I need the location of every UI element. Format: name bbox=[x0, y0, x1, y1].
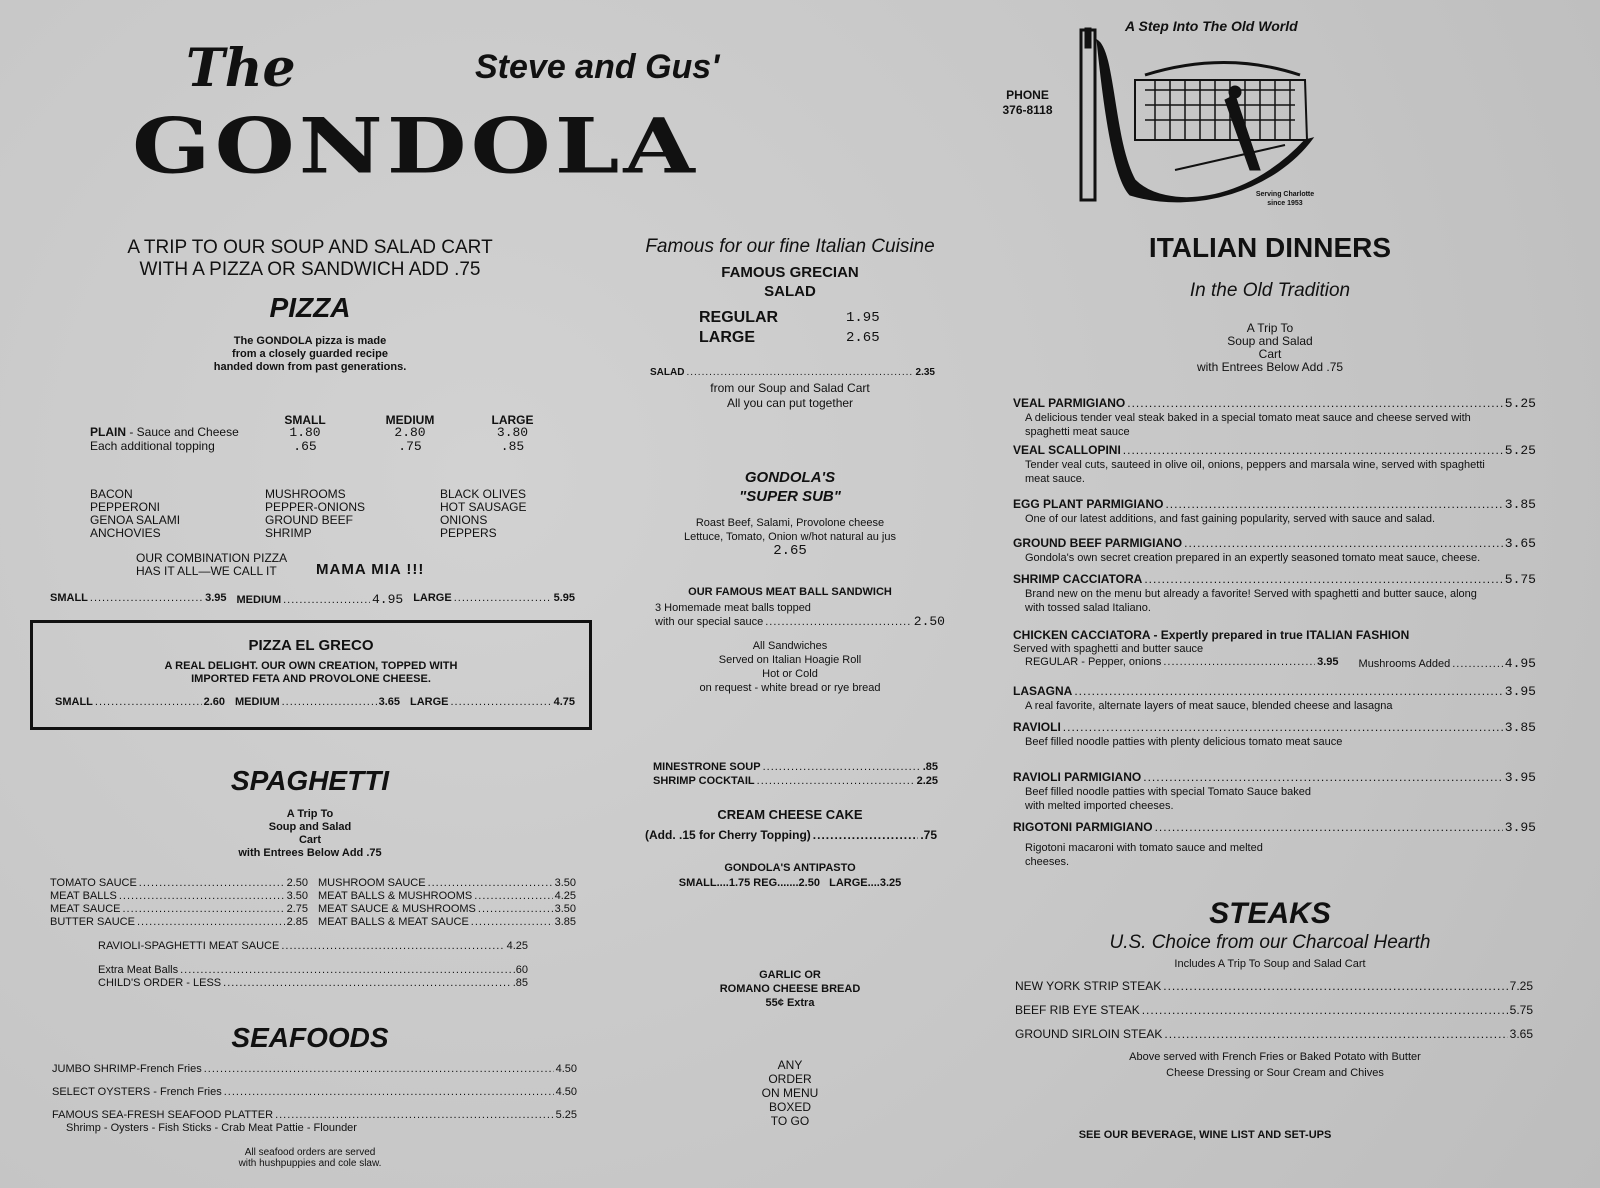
topping-item: ONIONS bbox=[440, 513, 488, 527]
steak-item bbox=[1015, 1003, 1533, 1027]
chicken-desc: Served with spaghetti and butter sauce bbox=[1013, 643, 1204, 655]
item-price: 7.25 bbox=[1509, 979, 1533, 993]
sandwich-notes bbox=[640, 639, 940, 695]
item-price: 4.50 bbox=[555, 1063, 577, 1075]
spaghetti-item bbox=[318, 916, 576, 929]
topping-item: PEPPERS bbox=[440, 526, 497, 540]
pizza-el-greco-box bbox=[30, 620, 592, 730]
spaghetti-item bbox=[50, 916, 308, 929]
sub-title-2: "SUPER SUB" bbox=[739, 488, 841, 505]
sub-title-1: GONDOLA'S bbox=[744, 469, 836, 486]
beverage-footer: SEE OUR BEVERAGE, WINE LIST AND SET-UPS bbox=[1078, 1129, 1332, 1141]
plain-desc: - Sauce and Cheese bbox=[126, 425, 239, 439]
item-name: RIGOTONI PARMIGIANO bbox=[1013, 820, 1153, 834]
serving-line-1: Serving Charlotte bbox=[1255, 191, 1315, 198]
spaghetti-item bbox=[50, 890, 308, 903]
topping-price-large: .85 bbox=[500, 439, 525, 454]
antipasto-title: GONDOLA'S ANTIPASTO bbox=[724, 862, 856, 874]
chicken-regular-price: 3.95 bbox=[1317, 656, 1339, 668]
item-desc: Gondola's own secret creation prepared in an expertly seasoned tomato meat sauce, cheese. bbox=[1025, 552, 1481, 564]
dinners-list bbox=[1013, 396, 1536, 870]
item-price: .85 bbox=[922, 761, 938, 773]
spaghetti-item bbox=[318, 890, 576, 903]
item-name: MUSHROOM SAUCE bbox=[318, 877, 426, 889]
greco-medium-price: 3.65 bbox=[378, 696, 400, 708]
steaks-note-2: Cheese Dressing or Sour Cream and Chives bbox=[1166, 1067, 1384, 1079]
cart-note bbox=[60, 237, 560, 281]
item-name: BUTTER SAUCE bbox=[50, 916, 135, 928]
item-price: 3.85 bbox=[1504, 497, 1536, 512]
item-price: 2.50 bbox=[286, 877, 308, 889]
pizza-desc-line-2: from a closely guarded recipe bbox=[232, 348, 388, 360]
dinner-item bbox=[1013, 396, 1536, 443]
item-name: MEAT SAUCE & MUSHROOMS bbox=[318, 903, 476, 915]
cheese-cake-row bbox=[645, 828, 937, 842]
item-price: .85 bbox=[512, 977, 528, 989]
greco-small-price: 2.60 bbox=[203, 696, 225, 708]
gondola-illustration bbox=[1075, 20, 1335, 215]
item-desc: Beef filled noodle patties with plenty delicious tomato meat sauce bbox=[1025, 736, 1343, 748]
seafood-note-1: All seafood orders are served bbox=[244, 1147, 376, 1158]
cheese-cake-title: CREAM CHEESE CAKE bbox=[717, 807, 863, 822]
item-name: MEAT BALLS bbox=[50, 890, 117, 902]
platter-description: Shrimp - Oysters - Fish Sticks - Crab Meat Pattie - Flounder bbox=[66, 1122, 357, 1134]
item-price: 5.25 bbox=[1504, 443, 1536, 458]
spaghetti-note-4: with Entrees Below Add .75 bbox=[238, 847, 382, 859]
large-price: 2.65 bbox=[846, 330, 880, 346]
topping-price-medium: .75 bbox=[398, 439, 422, 454]
plain-price-large: 3.80 bbox=[496, 425, 529, 440]
item-name: MINESTRONE SOUP bbox=[653, 761, 761, 773]
old-tradition-subtitle: In the Old Tradition bbox=[1189, 280, 1351, 301]
item-name: GROUND BEEF PARMIGIANO bbox=[1013, 536, 1183, 550]
sandwich-note-2: Served on Italian Hoagie Roll bbox=[718, 654, 862, 666]
title-the: The bbox=[186, 38, 296, 99]
size-large-header: LARGE bbox=[491, 413, 534, 427]
steak-item bbox=[1015, 979, 1533, 1003]
item-price: 5.25 bbox=[555, 1109, 577, 1121]
to-go-line: BOXED bbox=[768, 1100, 811, 1114]
item-name: SHRIMP CACCIATORA bbox=[1013, 572, 1143, 586]
el-greco-title: PIZZA EL GRECO bbox=[248, 637, 374, 654]
serving-line-2: since 1953 bbox=[1267, 200, 1303, 207]
item-price: .60 bbox=[512, 964, 528, 976]
item-price: 4.50 bbox=[555, 1086, 577, 1098]
item-name: FAMOUS SEA-FRESH SEAFOOD PLATTER bbox=[52, 1109, 274, 1121]
combo-small-price: 3.95 bbox=[205, 592, 227, 604]
item-name: Extra Meat Balls bbox=[98, 964, 179, 976]
regular-price: 1.95 bbox=[846, 310, 880, 326]
item-name: JUMBO SHRIMP-French Fries bbox=[52, 1063, 202, 1075]
chicken-title: CHICKEN CACCIATORA - Expertly prepared in true ITALIAN FASHION bbox=[1013, 628, 1410, 642]
greco-large-price: 4.75 bbox=[553, 696, 575, 708]
pizza-desc-line-1: The GONDOLA pizza is made bbox=[233, 335, 387, 347]
item-name: BEEF RIB EYE STEAK bbox=[1015, 1003, 1140, 1017]
toppings-list bbox=[90, 488, 590, 540]
salad-desc-1: from our Soup and Salad Cart bbox=[710, 381, 870, 395]
combo-large-label: LARGE bbox=[413, 592, 452, 604]
item-price: 2.75 bbox=[286, 903, 308, 915]
item-price: 3.95 bbox=[1504, 684, 1536, 699]
spaghetti-column-2 bbox=[318, 877, 576, 929]
plain-pizza-row bbox=[90, 425, 239, 439]
seafoods-list bbox=[52, 1063, 577, 1134]
phone-number: 376-8118 bbox=[1002, 103, 1053, 117]
steaks-subtitle: U.S. Choice from our Charcoal Hearth bbox=[1109, 932, 1431, 953]
pizza-description bbox=[160, 335, 460, 374]
item-name: VEAL SCALLOPINI bbox=[1013, 443, 1121, 457]
phone-label: PHONE bbox=[1006, 88, 1049, 102]
dinner-item bbox=[1013, 820, 1536, 870]
ravioli-spaghetti-row bbox=[98, 940, 528, 952]
seafood-item bbox=[52, 1086, 577, 1109]
cheese-bread bbox=[640, 968, 940, 1010]
dinners-note-3: Cart bbox=[1258, 347, 1282, 361]
phone-block bbox=[990, 88, 1065, 118]
steak-item bbox=[1015, 1027, 1533, 1051]
topping-item: HOT SAUSAGE bbox=[440, 500, 527, 514]
cart-note-line-2: WITH A PIZZA OR SANDWICH ADD .75 bbox=[139, 259, 481, 280]
item-name: VEAL PARMIGIANO bbox=[1013, 396, 1126, 410]
item-name: NEW YORK STRIP STEAK bbox=[1015, 979, 1162, 993]
greco-large-label: LARGE bbox=[410, 696, 449, 708]
combination-pizza-note bbox=[136, 552, 287, 578]
steaks-note bbox=[1070, 1049, 1480, 1081]
el-greco-desc-2: IMPORTED FETA AND PROVOLONE CHEESE. bbox=[191, 673, 431, 685]
item-name: SHRIMP COCKTAIL bbox=[653, 775, 755, 787]
super-sub-desc bbox=[640, 516, 940, 558]
super-sub-title bbox=[640, 468, 940, 506]
dinners-note-1: A Trip To bbox=[1246, 321, 1294, 335]
sandwich-note-1: All Sandwiches bbox=[752, 640, 828, 652]
item-price: 3.85 bbox=[1504, 720, 1536, 735]
topping-item: PEPPERONI bbox=[90, 500, 161, 514]
item-price: 5.25 bbox=[1504, 396, 1536, 411]
item-price: 3.95 bbox=[1504, 770, 1536, 785]
plain-price-small: 1.80 bbox=[289, 425, 321, 440]
dinner-item bbox=[1013, 684, 1536, 720]
steaks-note-1: Above served with French Fries or Baked Potato with Butter bbox=[1129, 1051, 1421, 1063]
spaghetti-column-1 bbox=[50, 877, 308, 929]
steaks-includes: Includes A Trip To Soup and Salad Cart bbox=[1174, 958, 1366, 970]
topping-item: GROUND BEEF bbox=[265, 513, 354, 527]
item-price: 4.25 bbox=[506, 940, 528, 952]
spaghetti-note-3: Cart bbox=[298, 834, 321, 846]
sub-desc-1: Roast Beef, Salami, Provolone cheese bbox=[695, 517, 885, 529]
item-price: 2.25 bbox=[916, 775, 938, 787]
item-desc: A delicious tender veal steak baked in a special tomato meat sauce and cheese served with spaghetti meat sauce bbox=[1025, 412, 1471, 438]
size-medium-header: MEDIUM bbox=[385, 413, 435, 427]
spaghetti-cart-note bbox=[160, 808, 460, 860]
to-go-line: TO GO bbox=[770, 1114, 810, 1128]
meatball-sandwich-desc bbox=[655, 601, 945, 629]
topping-item: ANCHOVIES bbox=[90, 526, 161, 540]
topping-item: MUSHROOMS bbox=[265, 487, 346, 501]
salad-label: SALAD bbox=[650, 367, 685, 378]
combo-line-2: HAS IT ALL—WE CALL IT bbox=[136, 564, 277, 578]
meatball-sandwich-title: OUR FAMOUS MEAT BALL SANDWICH bbox=[688, 586, 892, 598]
bread-line-1: GARLIC OR bbox=[759, 969, 821, 981]
item-desc: Rigotoni macaroni with tomato sauce and melted cheeses. bbox=[1025, 842, 1263, 868]
item-name: LASAGNA bbox=[1013, 684, 1073, 698]
topping-item: BACON bbox=[90, 487, 133, 501]
dinner-item bbox=[1013, 497, 1536, 536]
seafood-item bbox=[52, 1109, 577, 1122]
salad-title-1: FAMOUS GRECIAN bbox=[721, 264, 859, 281]
to-go-line: ANY bbox=[777, 1058, 803, 1072]
item-desc: Tender veal cuts, sauteed in olive oil, onions, peppers and marsala wine, served with spaghetti meat sauce. bbox=[1025, 459, 1485, 485]
salad-price: 2.35 bbox=[915, 367, 935, 378]
combo-small-label: SMALL bbox=[50, 592, 88, 604]
item-price: 3.50 bbox=[286, 890, 308, 902]
bread-line-3: 55¢ Extra bbox=[765, 997, 815, 1009]
item-price: 2.85 bbox=[286, 916, 308, 928]
greco-small-label: SMALL bbox=[55, 696, 93, 708]
to-go-line: ON MENU bbox=[761, 1086, 819, 1100]
salad-cart-desc bbox=[640, 381, 940, 411]
combo-prices-row bbox=[50, 592, 575, 607]
seafood-note bbox=[160, 1147, 460, 1169]
dinner-item bbox=[1013, 572, 1536, 628]
dinners-note-4: with Entrees Below Add .75 bbox=[1196, 360, 1344, 374]
chicken-mushrooms-label: Mushrooms Added bbox=[1358, 658, 1451, 670]
salad-cart-row bbox=[650, 367, 935, 378]
salad-desc-2: All you can put together bbox=[726, 396, 854, 410]
chicken-cacciatora-item bbox=[1013, 628, 1536, 684]
pizza-heading: PIZZA bbox=[269, 292, 351, 323]
spaghetti-item bbox=[50, 877, 308, 890]
to-go-note bbox=[740, 1058, 840, 1128]
item-name: RAVIOLI-SPAGHETTI MEAT SAUCE bbox=[98, 940, 280, 952]
seafoods-heading: SEAFOODS bbox=[231, 1022, 389, 1053]
plain-label: PLAIN bbox=[90, 425, 126, 439]
topping-item: SHRIMP bbox=[265, 526, 312, 540]
item-name: RAVIOLI PARMIGIANO bbox=[1013, 770, 1142, 784]
steaks-list bbox=[1015, 979, 1533, 1051]
spaghetti-item bbox=[50, 903, 308, 916]
soup-row bbox=[653, 760, 938, 774]
meatball-desc-1: 3 Homemade meat balls topped bbox=[655, 602, 811, 614]
cake-price: .75 bbox=[920, 828, 937, 842]
cart-note-line-1: A TRIP TO OUR SOUP AND SALAD CART bbox=[127, 237, 493, 258]
topping-item: BLACK OLIVES bbox=[440, 487, 527, 501]
item-desc: Brand new on the menu but already a favorite! Served with spaghetti and butter sauce, along with tossed salad Italiano. bbox=[1025, 588, 1477, 614]
serving-since bbox=[1240, 190, 1330, 208]
owners-name: Steve and Gus' bbox=[475, 48, 720, 86]
childs-order-row bbox=[98, 977, 528, 989]
spaghetti-note-1: A Trip To bbox=[286, 808, 334, 820]
chicken-regular-label: REGULAR - Pepper, onions bbox=[1025, 656, 1162, 668]
spaghetti-heading: SPAGHETTI bbox=[230, 765, 390, 796]
regular-label: REGULAR bbox=[699, 309, 779, 326]
soup-cocktail-list bbox=[653, 760, 938, 788]
item-name: TOMATO SAUCE bbox=[50, 877, 137, 889]
item-name: EGG PLANT PARMIGIANO bbox=[1013, 497, 1164, 511]
spaghetti-item bbox=[318, 903, 576, 916]
sandwich-note-4: on request - white bread or rye bread bbox=[699, 682, 881, 694]
dinner-item bbox=[1013, 443, 1536, 497]
meatball-desc-2: with our special sauce bbox=[655, 616, 764, 628]
antipasto-prices: SMALL....1.75 REG.......2.50 LARGE....3.25 bbox=[678, 877, 902, 889]
combo-line-1: OUR COMBINATION PIZZA bbox=[136, 551, 288, 565]
spaghetti-note-2: Soup and Salad bbox=[268, 821, 352, 833]
topping-item: GENOA SALAMI bbox=[90, 513, 181, 527]
to-go-line: ORDER bbox=[768, 1072, 812, 1086]
chicken-mushrooms-price: 4.95 bbox=[1504, 656, 1536, 671]
item-price: 3.50 bbox=[554, 877, 576, 889]
item-desc: One of our latest additions, and fast gaining popularity, served with sauce and salad. bbox=[1025, 513, 1436, 525]
item-name: CHILD'S ORDER - LESS bbox=[98, 977, 222, 989]
dinner-item bbox=[1013, 720, 1536, 770]
seafood-item bbox=[52, 1063, 577, 1086]
size-small-header: SMALL bbox=[284, 413, 326, 427]
cake-line: (Add. .15 for Cherry Topping) bbox=[645, 828, 811, 842]
el-greco-prices bbox=[55, 696, 575, 708]
shrimp-cocktail-row bbox=[653, 774, 938, 788]
sandwich-note-3: Hot or Cold bbox=[762, 668, 818, 680]
grecian-salad-title bbox=[640, 263, 940, 301]
mama-mia: MAMA MIA !!! bbox=[316, 561, 425, 578]
meatball-price: 2.50 bbox=[913, 615, 945, 629]
item-name: MEAT SAUCE bbox=[50, 903, 121, 915]
item-price: 3.50 bbox=[554, 903, 576, 915]
combo-medium-label: MEDIUM bbox=[236, 594, 282, 606]
tagline: A Step Into The Old World bbox=[1125, 18, 1298, 34]
extra-meatballs-row bbox=[98, 964, 528, 976]
bread-line-2: ROMANO CHEESE BREAD bbox=[719, 983, 861, 995]
item-name: RAVIOLI bbox=[1013, 720, 1061, 734]
item-desc: A real favorite, alternate layers of meat sauce, blended cheese and lasagna bbox=[1025, 700, 1393, 712]
plain-price-medium: 2.80 bbox=[394, 425, 426, 440]
restaurant-name: GONDOLA bbox=[132, 102, 699, 191]
item-name: MEAT BALLS & MUSHROOMS bbox=[318, 890, 473, 902]
item-name: MEAT BALLS & MEAT SAUCE bbox=[318, 916, 469, 928]
item-price: 3.65 bbox=[1509, 1027, 1533, 1041]
pizza-desc-line-3: handed down from past generations. bbox=[213, 361, 407, 373]
greco-medium-label: MEDIUM bbox=[235, 696, 280, 708]
el-greco-desc-1: A REAL DELIGHT. OUR OWN CREATION, TOPPED WITH bbox=[164, 660, 458, 672]
item-name: SELECT OYSTERS - French Fries bbox=[52, 1086, 222, 1098]
dinners-note-2: Soup and Salad bbox=[1227, 334, 1313, 348]
steaks-heading: STEAKS bbox=[1209, 897, 1331, 930]
item-price: 3.95 bbox=[1504, 820, 1536, 835]
item-price: 5.75 bbox=[1504, 572, 1536, 587]
combo-medium-price: 4.95 bbox=[371, 592, 404, 607]
dinner-item bbox=[1013, 536, 1536, 572]
item-price: 5.75 bbox=[1509, 1003, 1533, 1017]
item-name: GROUND SIRLOIN STEAK bbox=[1015, 1027, 1163, 1041]
seafood-note-2: with hushpuppies and cole slaw. bbox=[238, 1158, 382, 1169]
spaghetti-item bbox=[318, 877, 576, 890]
italian-dinners-heading: ITALIAN DINNERS bbox=[1148, 232, 1392, 263]
super-sub-price: 2.65 bbox=[773, 543, 807, 559]
famous-cuisine: Famous for our fine Italian Cuisine bbox=[645, 236, 935, 257]
sub-desc-2: Lettuce, Tomato, Onion w/hot natural au jus bbox=[684, 531, 896, 543]
item-price: 3.65 bbox=[1504, 536, 1536, 551]
salad-title-2: SALAD bbox=[764, 283, 816, 300]
topping-price-small: .65 bbox=[293, 439, 317, 454]
item-price: 4.25 bbox=[554, 890, 576, 902]
additional-topping-label: Each additional topping bbox=[90, 439, 215, 453]
dinner-item bbox=[1013, 770, 1536, 820]
combo-large-price: 5.95 bbox=[553, 592, 575, 604]
item-desc: Beef filled noodle patties with special Tomato Sauce baked with melted imported cheeses. bbox=[1025, 786, 1311, 812]
dinners-cart-note bbox=[1170, 322, 1370, 374]
topping-item: PEPPER-ONIONS bbox=[265, 500, 366, 514]
el-greco-description bbox=[33, 660, 589, 686]
item-price: 3.85 bbox=[554, 916, 576, 928]
large-label: LARGE bbox=[699, 329, 755, 346]
